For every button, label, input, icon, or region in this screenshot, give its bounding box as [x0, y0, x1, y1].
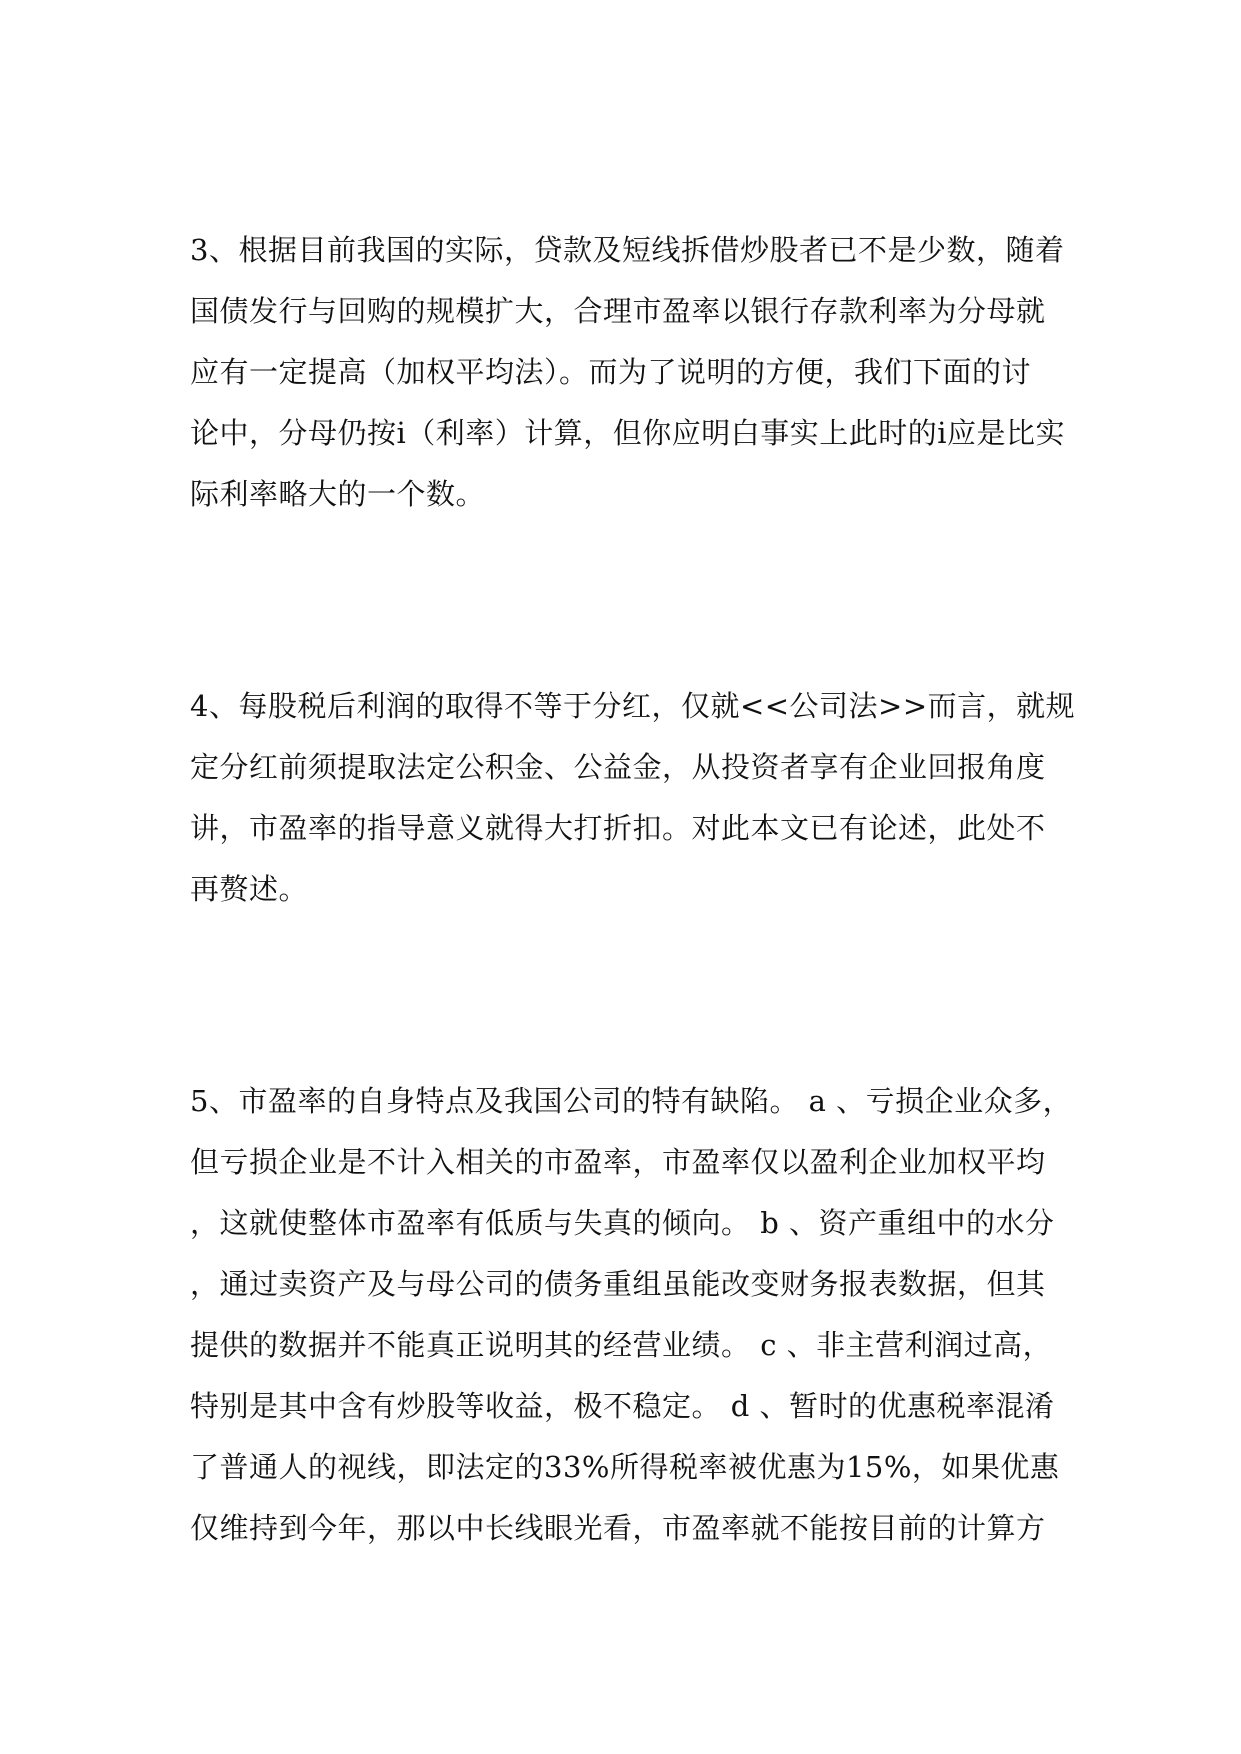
paragraph-line: 讲，市盈率的指导意义就得大打折扣。对此本文已有论述，此处不 — [190, 811, 1046, 845]
paragraph-line: 了普通人的视线，即法定的33%所得税率被优惠为15%，如果优惠 — [190, 1450, 1060, 1484]
paragraph-line: 3、根据目前我国的实际，贷款及短线拆借炒股者已不是少数，随着 — [190, 233, 1065, 267]
paragraph-line: 4、每股税后利润的取得不等于分红，仅就<<公司法>>而言，就规 — [190, 689, 1076, 723]
paragraph-line: 再赘述。 — [190, 872, 309, 906]
paragraph-line: ，通过卖资产及与母公司的债务重组虽能改变财务报表数据，但其 — [190, 1267, 1046, 1301]
paragraph-line: 特别是其中含有炒股等收益，极不稳定。 d 、暂时的优惠税率混淆 — [190, 1389, 1055, 1423]
paragraph-line: 提供的数据并不能真正说明其的经营业绩。 c 、非主营利润过高， — [190, 1328, 1053, 1362]
paragraph-line: 仅维持到今年，那以中长线眼光看，市盈率就不能按目前的计算方 — [190, 1511, 1046, 1545]
paragraph-line: 际利率略大的一个数。 — [190, 477, 486, 511]
paragraph-line: ，这就使整体市盈率有低质与失真的倾向。 b 、资产重组中的水分 — [190, 1206, 1055, 1240]
paragraph-line: 5、市盈率的自身特点及我国公司的特有缺陷。 a 、亏损企业众多， — [190, 1084, 1073, 1118]
paragraph-line: 应有一定提高（加权平均法）。而为了说明的方便，我们下面的讨 — [190, 355, 1032, 389]
paragraph-line: 但亏损企业是不计入相关的市盈率，市盈率仅以盈利企业加权平均 — [190, 1145, 1046, 1179]
paragraph-line: 国债发行与回购的规模扩大，合理市盈率以银行存款利率为分母就 — [190, 294, 1046, 328]
paragraph-line: 论中，分母仍按i（利率）计算，但你应明白事实上此时的i应是比实 — [190, 416, 1066, 450]
paragraph-line: 定分红前须提取法定公积金、公益金，从投资者享有企业回报角度 — [190, 750, 1046, 784]
